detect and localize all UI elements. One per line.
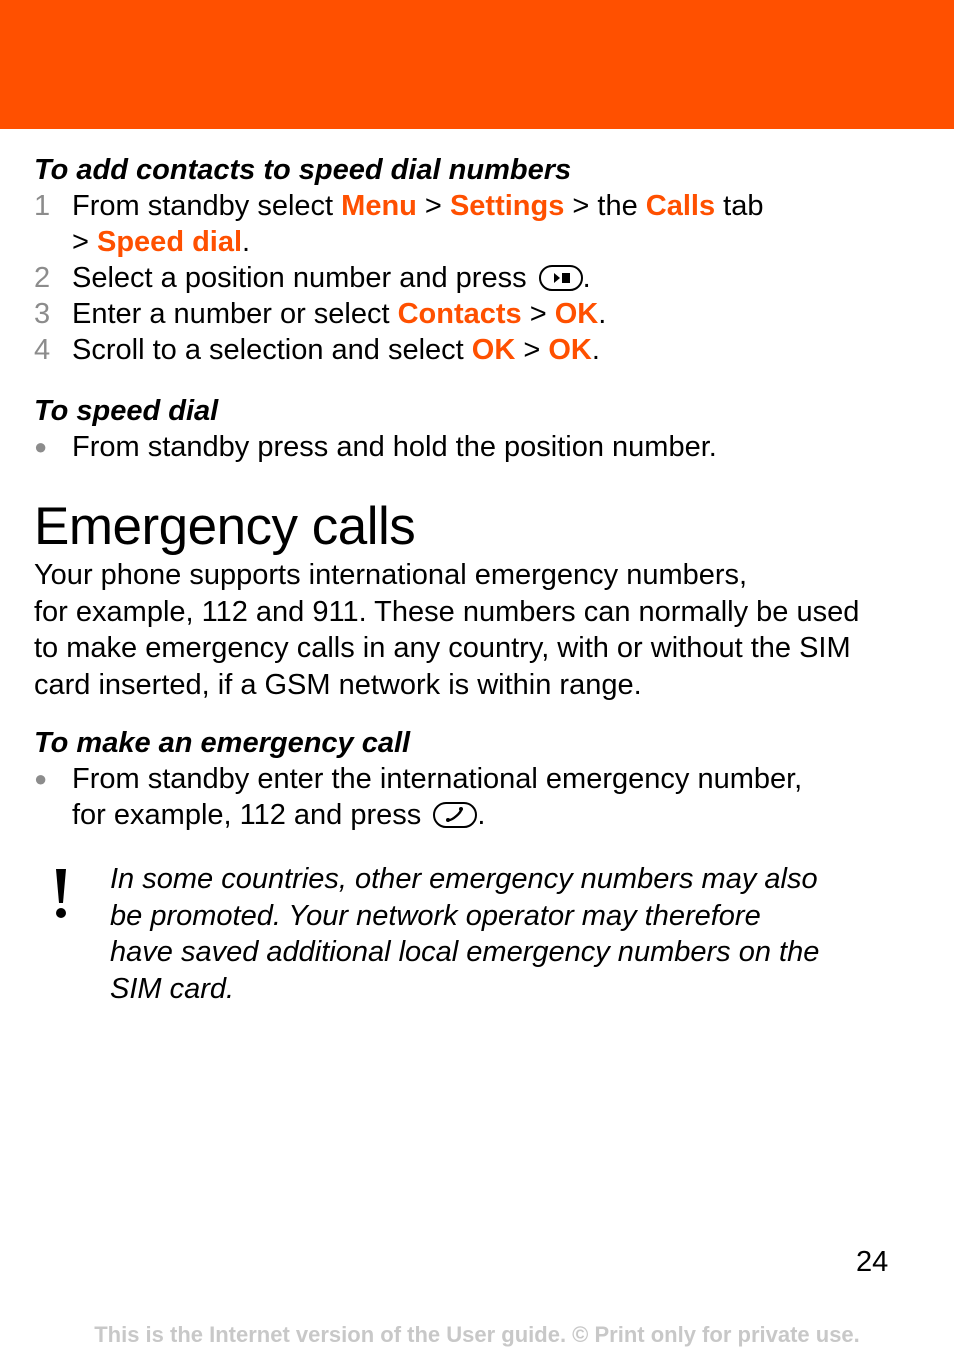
menu-label: Menu	[341, 190, 417, 222]
step-2	[34, 260, 924, 296]
step-number: 1	[34, 190, 51, 222]
step-text-part: > the	[564, 190, 646, 222]
bullet-dot-icon: ●	[34, 434, 48, 459]
bullet-line: From standby enter the international emergency number,	[72, 763, 803, 795]
speed-dial-label: Speed dial	[97, 226, 243, 258]
speed-dial-heading: To speed dial	[34, 395, 219, 427]
ok-label: OK	[471, 334, 516, 366]
period: .	[477, 799, 486, 831]
call-key-icon	[433, 802, 477, 828]
paragraph-line: to make emergency calls in any country, with or without the SIM	[34, 632, 851, 664]
bullet-text	[72, 761, 802, 833]
bullet-line: for example, 112 and press	[72, 799, 430, 831]
ok-label: OK	[554, 298, 599, 330]
separator: >	[416, 190, 450, 222]
header-band	[0, 0, 954, 129]
emergency-calls-title: Emergency calls	[34, 497, 416, 556]
emergency-call-bullet	[34, 761, 924, 833]
settings-label: Settings	[449, 190, 565, 222]
page-content	[34, 152, 924, 1007]
step-text	[72, 296, 924, 332]
spacer	[34, 703, 924, 725]
note-line: SIM card.	[110, 972, 235, 1005]
step-number: 4	[34, 334, 51, 366]
footer-disclaimer: This is the Internet version of the User guide. © Print only for private use.	[94, 1322, 860, 1347]
period: .	[591, 334, 600, 366]
note-line: have saved additional local emergency numbers on the	[110, 936, 820, 968]
step-text	[72, 332, 924, 368]
speed-dial-add-heading: To add contacts to speed dial numbers	[34, 154, 572, 186]
paragraph-line: for example, 112 and 911. These numbers can normally be used	[34, 595, 860, 628]
spacer	[34, 465, 924, 497]
speed-dial-bullet	[34, 429, 924, 465]
ok-label: OK	[548, 334, 592, 366]
separator: >	[72, 226, 97, 258]
step-number: 2	[34, 262, 51, 294]
warning-note	[34, 861, 924, 1007]
paragraph-line: card inserted, if a GSM network is within range.	[34, 668, 642, 701]
step-text-part: Select a position number and press	[72, 262, 535, 294]
period: .	[242, 226, 251, 258]
step-3	[34, 296, 924, 332]
note-line: be promoted. Your network operator may therefore	[110, 899, 761, 932]
bullet-dot-icon: ●	[34, 766, 48, 791]
step-number: 3	[34, 298, 51, 330]
warning-exclamation-icon	[34, 861, 110, 1007]
period: .	[582, 262, 591, 294]
step-1	[34, 188, 924, 260]
step-4	[34, 332, 924, 368]
step-text-part: Enter a number or select	[72, 298, 398, 330]
period: .	[598, 298, 607, 330]
step-text-part: tab	[715, 190, 764, 222]
bullet-text: From standby press and hold the position number.	[72, 431, 717, 463]
paragraph-line: Your phone supports international emergency numbers,	[34, 559, 748, 591]
calls-label: Calls	[645, 190, 716, 222]
contacts-label: Contacts	[397, 298, 522, 330]
play-select-key-icon	[539, 265, 583, 291]
page-number: 24	[856, 1246, 889, 1278]
step-text-part: Scroll to a selection and select	[72, 334, 472, 366]
separator: >	[515, 334, 549, 366]
speed-dial-steps	[34, 188, 924, 368]
note-line: In some countries, other emergency numbers may also	[110, 863, 818, 895]
spacer	[34, 368, 924, 393]
step-text-part: From standby select	[72, 190, 342, 222]
step-text	[72, 188, 924, 260]
step-text	[72, 260, 924, 296]
emergency-call-heading: To make an emergency call	[34, 727, 411, 759]
emergency-intro-paragraph	[34, 557, 924, 703]
warning-note-text	[110, 861, 924, 1007]
separator: >	[521, 298, 555, 330]
